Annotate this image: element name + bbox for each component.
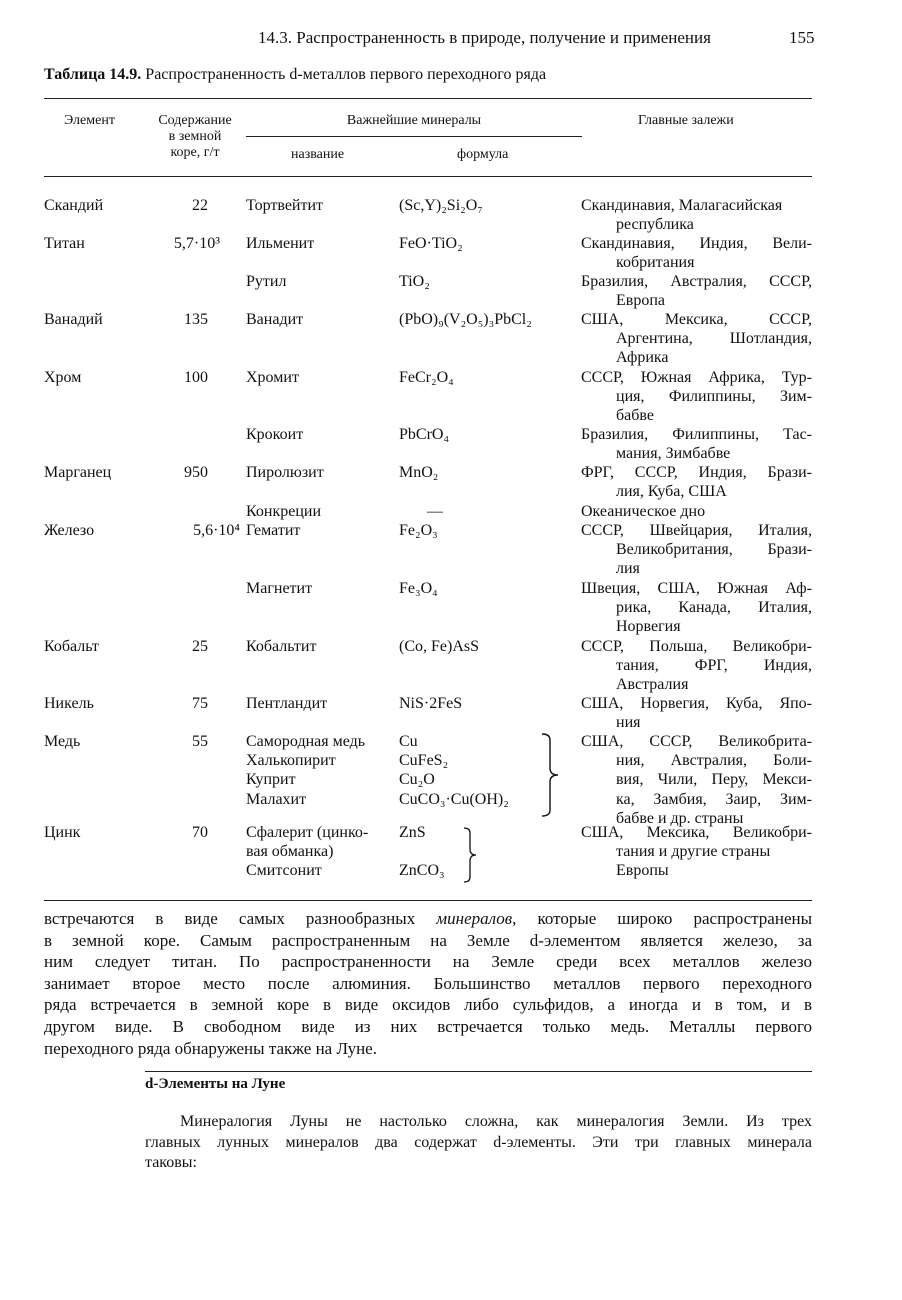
cell-content: 55: [192, 733, 208, 750]
running-header: 14.3. Распространенность в природе, получение и применения: [258, 28, 711, 47]
deposit-line: Океаническое дно: [581, 503, 706, 520]
deposit-line: Бразилия, Филиппины, Тас-: [581, 426, 812, 443]
cell-formula: —: [427, 503, 443, 520]
table-caption-label: Таблица 14.9.: [44, 66, 142, 83]
deposit-line: Аргентина, Шотландия,: [616, 330, 812, 348]
cell-deposits: [581, 579, 812, 637]
cell-deposits: [581, 234, 812, 272]
mineral-line: Малахит: [246, 790, 307, 808]
deposit-line: кобритания: [616, 254, 695, 272]
cell-deposits: [581, 272, 812, 310]
cell-formula: NiS·2FeS: [399, 695, 463, 712]
copper-brace: [540, 732, 560, 818]
paragraph-line: переходного ряда обнаружены также на Луне.: [44, 1038, 377, 1058]
mineral-line: Самородная медь: [246, 733, 366, 750]
cell-element: Скандий: [44, 197, 104, 214]
cell-mineral: Рутил: [246, 273, 287, 290]
header-content-line: в земной: [168, 129, 222, 144]
deposit-line: США, СССР, Великобрита-: [581, 733, 812, 750]
cell-content: 950: [184, 464, 208, 481]
deposit-line: СССР, Польша, Великобри-: [581, 638, 812, 655]
paragraph-line: главных лунных минералов два содержат d-элементы. Эти три главных минерала: [145, 1133, 812, 1151]
cell-formula: PbCrO₄: [399, 426, 450, 443]
cell-formula: (PbO)₉(V₂O₅)₃PbCl₂: [399, 311, 532, 328]
cell-element: Ванадий: [44, 311, 103, 328]
paragraph-line: занимает второе место после алюминия. Большинство металлов первого переходного: [44, 973, 812, 993]
mineral-line: вая обманка): [246, 843, 334, 861]
formula-line: CuFeS₂: [399, 752, 449, 770]
cell-element: Железо: [44, 522, 95, 539]
cell-mineral: Гематит: [246, 522, 301, 539]
cell-deposits: [581, 823, 812, 881]
deposit-line: республика: [616, 216, 694, 234]
cell-mineral: Ванадит: [246, 311, 304, 328]
paragraph-emphasis: минералов,: [436, 909, 517, 928]
header-minerals: Важнейшие минералы: [346, 113, 482, 128]
cell-formula: [399, 823, 445, 881]
formula-line: ZnCO₃: [399, 862, 445, 880]
cell-element: Титан: [44, 235, 85, 252]
cell-formula: MnO₂: [399, 464, 439, 481]
mineral-line: Куприт: [246, 771, 296, 789]
cell-content: 70: [192, 824, 208, 841]
cell-element: Хром: [44, 369, 82, 386]
cell-mineral: Тортвейтит: [246, 197, 324, 214]
body-paragraph: [44, 908, 812, 1059]
cell-formula: Fe₂O₃: [399, 522, 438, 539]
cell-content: 100: [184, 369, 208, 386]
header-content-line: Содержание: [158, 113, 232, 128]
paragraph-line: в земной коре. Самым распространенным на Земле d-элементом является железо, за: [44, 930, 812, 950]
deposit-line: рика, Канада, Италия,: [616, 599, 812, 617]
formula-line: ZnS: [399, 824, 426, 841]
table-caption-text: Распространенность d-металлов первого переходного ряда: [145, 66, 547, 83]
cell-mineral: Кобальтит: [246, 638, 317, 655]
deposit-line: лия, Куба, США: [616, 483, 727, 501]
cell-deposits: [581, 196, 812, 234]
cell-element: Кобальт: [44, 638, 99, 655]
table-bottom-rule: [44, 900, 812, 901]
deposit-line: тания и другие страны: [616, 843, 771, 861]
paragraph-line: ряда встречается в земной коре в виде оксидов либо сульфидов, а иногда и в том, и в: [44, 995, 812, 1015]
cell-formula: TiO₂: [399, 273, 430, 290]
cell-element: Марганец: [44, 464, 112, 481]
header-content-line: коре, г/т: [170, 145, 220, 160]
deposit-line: Европа: [616, 292, 665, 310]
paragraph-line: Минералогия Луны не настолько сложна, как минералогия Земли. Из трех: [180, 1113, 812, 1130]
cell-formula: FeO·TiO₂: [399, 235, 463, 252]
cell-deposits: [581, 521, 812, 579]
cell-mineral: Хромит: [246, 369, 299, 386]
cell-mineral: Пиролюзит: [246, 464, 324, 481]
cell-element: Никель: [44, 695, 94, 712]
deposit-line: бабве: [616, 407, 654, 425]
deposit-line: ция, Филиппины, Зим-: [616, 388, 812, 406]
deposit-line: Норвегия: [616, 618, 681, 636]
cell-content: 22: [192, 197, 208, 214]
cell-content: 5,6·10⁴: [193, 522, 240, 539]
cell-mineral: [246, 732, 365, 809]
deposit-line: Европы: [616, 862, 669, 880]
deposit-line: Скандинавия, Индия, Вели-: [581, 235, 812, 252]
cell-deposits: [581, 694, 812, 732]
deposit-line: Бразилия, Австралия, СССР,: [581, 273, 812, 290]
header-content: [150, 113, 240, 161]
cell-mineral: Крокоит: [246, 426, 304, 443]
cell-mineral: Пентландит: [246, 695, 328, 712]
deposit-line: вия, Чили, Перу, Мекси-: [616, 771, 812, 789]
header-mineral-name: название: [291, 147, 345, 162]
formula-line: CuCO₃·Cu(OH)₂: [399, 790, 509, 808]
table-header-rule: [44, 176, 812, 177]
mineral-line: Сфалерит (цинко-: [246, 824, 369, 841]
deposit-line: мания, Зимбабве: [616, 445, 731, 463]
cell-element: Медь: [44, 733, 81, 750]
cell-deposits: [581, 637, 812, 695]
deposit-line: Швеция, США, Южная Аф-: [581, 580, 812, 597]
table-caption: [44, 66, 546, 84]
paragraph-line: [44, 908, 812, 930]
paragraph-line: ним следует титан. По распространенности на Земле среди всех металлов железо: [44, 952, 812, 972]
deposit-line: СССР, Южная Африка, Тур-: [581, 369, 812, 386]
deposit-line: ка, Замбия, Заир, Зим-: [616, 790, 812, 808]
zinc-brace: [462, 826, 478, 884]
section-paragraph: [145, 1112, 812, 1174]
cell-mineral: Конкреции: [246, 503, 321, 520]
paragraph-text: которые широко распространены: [537, 909, 813, 928]
header-mineral-formula: формула: [457, 147, 509, 162]
header-element: Элемент: [64, 113, 115, 128]
deposit-line: Австралия: [616, 676, 689, 694]
paragraph-text: встречаются в виде самых разнообразных: [44, 909, 416, 928]
cell-element: Цинк: [44, 824, 81, 841]
paragraph-line: таковы:: [145, 1154, 197, 1171]
cell-deposits: [581, 502, 812, 521]
deposit-line: США, Мексика, СССР,: [581, 311, 812, 328]
section-title: d-Элементы на Луне: [145, 1076, 286, 1092]
deposit-line: Скандинавия, Малагасийская: [581, 197, 783, 214]
deposit-line: Великобритания, Брази-: [616, 541, 812, 559]
cell-deposits: [581, 425, 812, 463]
mineral-line: Халькопирит: [246, 752, 336, 770]
cell-formula: Fe₃O₄: [399, 580, 438, 597]
cell-formula: (Sc,Y)₂Si₂O₇: [399, 197, 483, 214]
deposit-line: ния: [616, 714, 641, 732]
deposit-line: СССР, Швейцария, Италия,: [581, 522, 812, 539]
cell-formula: FeCr₂O₄: [399, 369, 454, 386]
paragraph-line: другом виде. В свободном виде из них встречается только медь. Металлы первого: [44, 1016, 812, 1036]
formula-line: Cu: [399, 733, 418, 750]
section-rule: [145, 1071, 812, 1072]
cell-formula: (Co, Fe)AsS: [399, 638, 480, 655]
cell-content: 75: [192, 695, 208, 712]
header-deposits: Главные залежи: [638, 113, 734, 128]
cell-formula: [399, 732, 509, 809]
deposit-line: США, Норвегия, Куба, Япо-: [581, 695, 812, 712]
cell-content: 25: [192, 638, 208, 655]
page-number: 155: [789, 28, 815, 47]
cell-deposits: [581, 732, 812, 828]
deposit-line: ФРГ, СССР, Индия, Брази-: [581, 464, 812, 481]
deposit-line: Африка: [616, 349, 669, 367]
deposit-line: ния, Австралия, Боли-: [616, 752, 812, 770]
deposit-line: бабве и др. страны: [616, 809, 744, 827]
minerals-header-rule: [246, 136, 582, 137]
deposit-line: США, Мексика, Великобри-: [581, 824, 812, 841]
deposit-line: лия: [616, 560, 640, 578]
cell-mineral: Магнетит: [246, 580, 313, 597]
cell-mineral: [246, 823, 368, 881]
deposit-line: тания, ФРГ, Индия,: [616, 657, 812, 675]
cell-content: 135: [184, 311, 208, 328]
formula-line: Cu₂O: [399, 771, 435, 789]
table-top-rule: [44, 98, 812, 99]
cell-deposits: [581, 463, 812, 501]
cell-deposits: [581, 368, 812, 426]
cell-content: 5,7·10³: [173, 235, 220, 252]
cell-deposits: [581, 310, 812, 368]
mineral-line: Смитсонит: [246, 862, 322, 880]
cell-mineral: Ильменит: [246, 235, 315, 252]
